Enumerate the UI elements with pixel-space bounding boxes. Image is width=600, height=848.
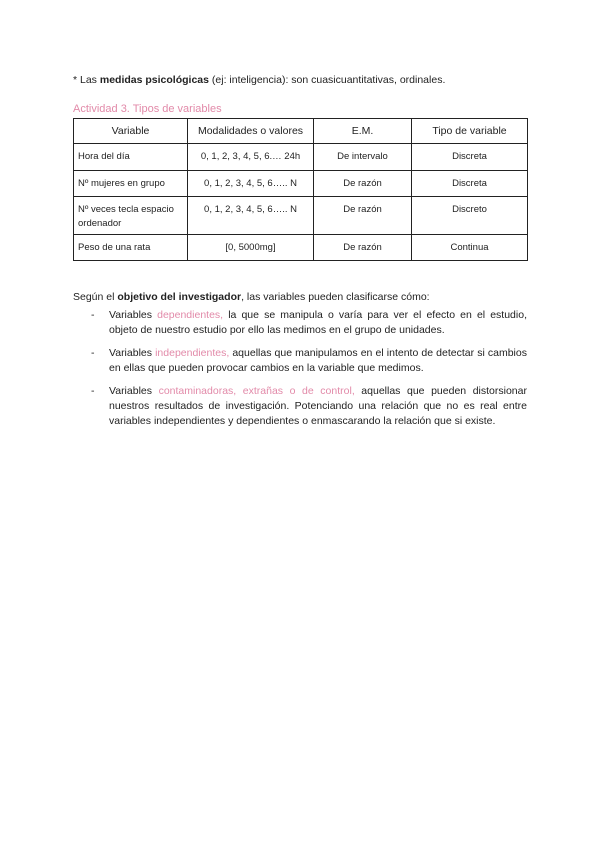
table-row [74, 197, 528, 235]
classification-intro [73, 291, 430, 303]
list-dash: - [91, 309, 95, 321]
cell-em: De intervalo [314, 144, 412, 171]
intro-note [73, 73, 445, 87]
cell-values: 0, 1, 2, 3, 4, 5, 6.… 24h [188, 144, 314, 171]
item-text: aquellas que manipulamos en el intento de detectar si cambios en ellas que pueden provocar cambios en la variable que medimos. [109, 347, 527, 374]
cell-variable: Nº veces tecla espacio ordenador [74, 197, 188, 235]
item-lead: Variables [109, 347, 156, 359]
classification-bold: objetivo del investigador [117, 291, 242, 303]
cell-type: Discreto [412, 197, 528, 235]
cell-variable: Nº mujeres en grupo [74, 171, 188, 197]
cell-values: 0, 1, 2, 3, 4, 5, 6….. N [188, 197, 314, 235]
item-term: contaminadoras, extrañas o de control, [158, 385, 355, 397]
item-term: dependientes, [157, 309, 224, 321]
item-term: independientes, [155, 347, 230, 359]
intro-prefix: * Las [73, 74, 100, 86]
cell-values: 0, 1, 2, 3, 4, 5, 6….. N [188, 171, 314, 197]
cell-type: Discreta [412, 144, 528, 171]
cell-variable: Peso de una rata [74, 235, 188, 261]
intro-rest: (ej: inteligencia): son cuasicuantitativas, ordinales. [208, 74, 446, 86]
list-item [91, 346, 527, 376]
header-em: E.M. [314, 119, 412, 144]
variable-types-list [91, 308, 527, 437]
cell-em: De razón [314, 171, 412, 197]
list-item [91, 308, 527, 338]
item-text: la que se manipula o varía para ver el efecto en el estudio, objeto de nuestro estudio por ello las medimos en el grupo de unidades. [109, 309, 527, 336]
list-dash: - [91, 347, 95, 359]
item-lead: Variables [109, 309, 158, 321]
activity-heading: Actividad 3. Tipos de variables [73, 103, 222, 115]
variables-table [73, 118, 528, 261]
list-dash: - [91, 385, 95, 397]
item-text: aquellas que pueden distorsionar nuestros resultados de investigación. Potenciando una relación que no es real entre variables independientes y dependientes o enmascarando la relación que si existe. [109, 385, 527, 427]
table-row [74, 235, 528, 261]
classification-prefix: Según el [73, 291, 118, 303]
list-item [91, 384, 527, 429]
cell-em: De razón [314, 235, 412, 261]
table-header-row [74, 119, 528, 144]
table-row [74, 171, 528, 197]
cell-values: [0, 5000mg] [188, 235, 314, 261]
table-row [74, 144, 528, 171]
item-lead: Variables [109, 385, 159, 397]
cell-variable: Hora del día [74, 144, 188, 171]
header-variable: Variable [74, 119, 188, 144]
cell-em: De razón [314, 197, 412, 235]
cell-type: Continua [412, 235, 528, 261]
classification-rest: , las variables pueden clasificarse cómo: [241, 291, 430, 303]
intro-bold: medidas psicológicas [99, 74, 209, 86]
cell-type: Discreta [412, 171, 528, 197]
header-type: Tipo de variable [412, 119, 528, 144]
header-modalities: Modalidades o valores [188, 119, 314, 144]
